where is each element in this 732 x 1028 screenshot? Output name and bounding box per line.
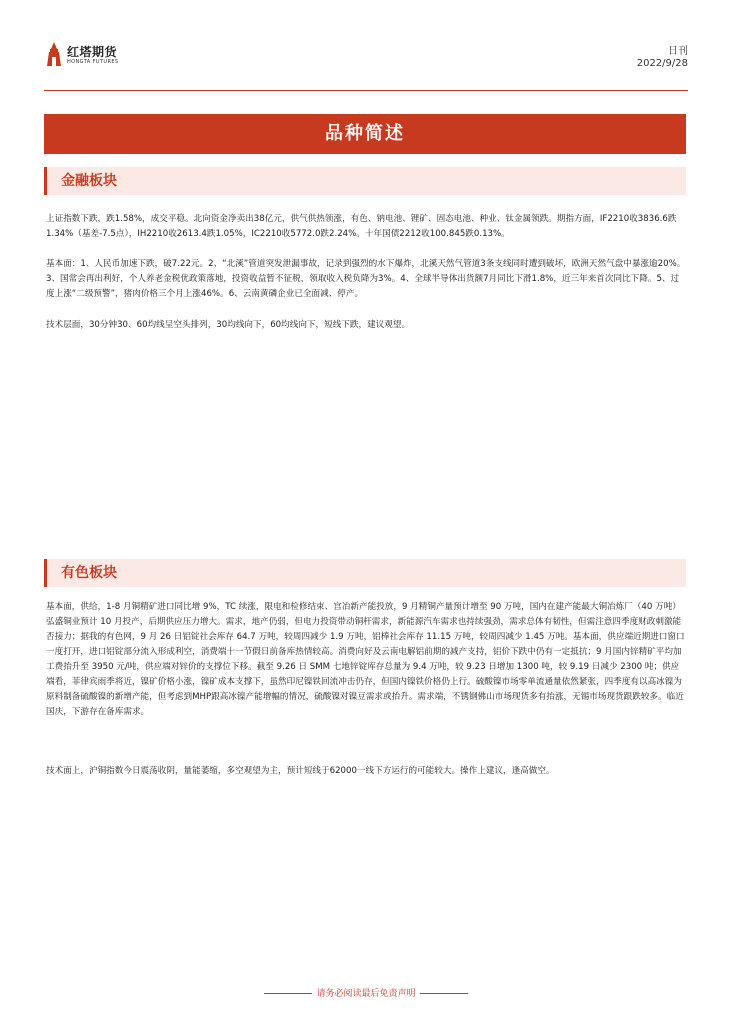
page-title-banner: 品种简述: [44, 114, 686, 154]
footer-dash-right: [420, 993, 468, 994]
section-accent-bar: [44, 167, 47, 195]
hongta-logo-icon: [44, 42, 64, 66]
section-header-nonferrous: [44, 559, 686, 587]
section-title: 金融板块: [61, 173, 117, 189]
paragraph-nonferrous-fundamentals: 基本面，供给，1-8 月铜精矿进口同比增 9%，TC 续涨，限电和检修结束、宫冶新产能投放，9 月精铜产量预计增至 90 万吨，国内在建产能最大铜冶炼厂（40 万吨）弘盛铜业预计 10 月投产，后期供应压力增大。需求，地产仍弱，但电力投资带动铜杆需求，新能源汽车需求也持续强劲，需求总体有韧性，但需注意四季度财政刺激能否接力；据我的有色网，9 月 26 日铝锭社会库存 64.7 万吨，较周四减少 1.9 万吨，铝棒社会库存 11.15 万吨，较周四减少 1.45 万吨。基本面，供应端近期进口窗口一度打开，进口铝锭部分流入形成利空，消费端十一节假日前备库热情较高。消费向好及云南电解铝前期的减产支持，铝价下跌中仍有一定抵抗；9 月国内锌精矿平均加工费抬升至 3950 元/吨，供应端对锌价的支撑位下移。截至 9.26 日 SMM 七地锌锭库存总量为 9.4 万吨，较 9.23 日增加 1300 吨，较 9.19 日减少 2300 吨；供应端看，菲律宾雨季将近，镍矿价格小涨，镍矿成本支撑下，虽然印尼镍铁回流冲击仍存，但国内镍铁价格仍上行。硫酸镍市场零单流通量依然紧张，四季度有以高冰镍为原料制备硫酸镍的新增产能，但考虑到MHP跟高冰镍产能增幅的情况，硫酸镍对镍豆需求或抬升。需求端，不锈钢佛山市场现货多有抬涨，无锡市场现货跟跌较多。临近国庆，下游存在备库需求。: [46, 602, 685, 717]
paragraph-technical: 技术层面，30分钟30、60均线呈空头排列，30均线向下，60均线向下，短线下跌，建议观望。: [46, 320, 411, 330]
section-title: 有色板块: [61, 565, 117, 581]
section-accent-bar: [44, 559, 47, 587]
paragraph-market-summary: 上证指数下跌，跌1.58%，成交平稳。北向资金净卖出38亿元，供气供热领涨，有色、钠电池、锂矿、固态电池、种业、钛金属领跌。期指方面，IF2210收3836.6跌1.34%（基差-7.5点），IH2210收2613.4跌1.05%，IC2210收5772.0跌2.24%。十年国债2212收100.845跌0.13%。: [46, 214, 677, 239]
disclaimer-footer: [0, 986, 732, 999]
paragraph-fundamentals: 基本面：1、人民币加速下跌，破7.22元。2、“北溪”管道突发泄漏事故，记录到强烈的水下爆炸，北溪天然气管道3条支线同时遭到破坏，欧洲天然气盘中暴涨逾20%。3、国常会再出利好，个人养老金税优政策落地，投资收益暂不征税，领取收入税负降为3%。4、全球半导体出货额7月同比下滑1.8%，近三年来首次同比下降。5、过度上涨“二级预警”，猪肉价格三个月上涨46%。6、云南黄磷企业已全面减、停产。: [46, 259, 686, 299]
section-header-finance: [44, 167, 686, 195]
footer-dash-left: [264, 993, 312, 994]
paragraph-nonferrous-technical: 技术面上，沪铜指数今日震荡收阴，量能萎缩，多空观望为主，预计短线于62000一线下方运行的可能较大。操作上建议，逢高做空。: [46, 766, 555, 776]
report-date: 2022/9/28: [636, 58, 688, 69]
disclaimer-text: 请务必阅读最后免责声明: [316, 989, 416, 999]
header-divider: [44, 90, 688, 91]
logo-english-text: HONGTA FUTURES: [67, 59, 119, 65]
logo-chinese-text: 红塔期货: [67, 45, 118, 59]
report-type: 日刊: [668, 46, 688, 57]
company-logo: [44, 40, 134, 68]
